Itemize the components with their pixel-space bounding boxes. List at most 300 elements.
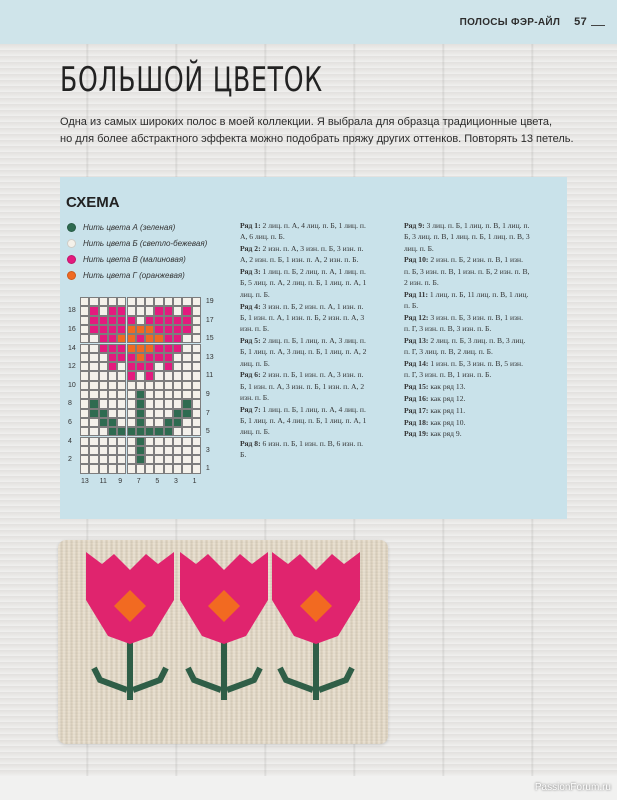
chart-cell <box>108 362 117 371</box>
chart-cell <box>164 427 173 436</box>
chart-cell <box>127 344 136 353</box>
chart-cell <box>164 437 173 446</box>
chart-cell <box>192 353 201 362</box>
chart-cell <box>192 344 201 353</box>
legend-item-a <box>67 219 207 235</box>
instructions-right <box>404 220 530 440</box>
chart-cell <box>173 371 182 380</box>
row-number: 7 <box>205 409 210 417</box>
chart-cell <box>145 353 154 362</box>
row-label: Ряд 17: <box>404 405 431 415</box>
chart-cell <box>117 437 126 446</box>
chart-cell <box>136 455 145 464</box>
chart-cell <box>173 381 182 390</box>
knitted-swatch-photo <box>58 540 388 744</box>
flower-stem <box>313 640 319 700</box>
chart-cell <box>89 390 98 399</box>
chart-cell <box>173 427 182 436</box>
legend-label-a: Нить цвета А (зеленая) <box>83 222 176 232</box>
chart-cell <box>89 297 98 306</box>
header-rule <box>591 18 605 26</box>
chart-cell <box>136 390 145 399</box>
chart-cell <box>145 418 154 427</box>
row-number: 12 <box>68 363 76 371</box>
row-number: 13 <box>205 353 214 361</box>
chart-cell <box>89 409 98 418</box>
chart-cell <box>80 446 89 455</box>
chart-cell <box>173 399 182 408</box>
chart-cell <box>173 297 182 306</box>
chart-cell <box>164 325 173 334</box>
chart-cell <box>89 316 98 325</box>
chart-cell <box>192 446 201 455</box>
chart-cell <box>108 437 117 446</box>
chart-cell <box>136 353 145 362</box>
chart-cell <box>182 371 191 380</box>
chart-cell <box>164 409 173 418</box>
chart-cell <box>182 334 191 343</box>
chart-cell <box>182 362 191 371</box>
instruction-row <box>240 438 368 461</box>
section-name: ПОЛОСЫ ФЭР-АЙЛ <box>459 16 561 28</box>
chart-cell <box>154 306 163 315</box>
chart-cell <box>117 297 126 306</box>
row-label: Ряд 12: <box>404 312 431 322</box>
chart-cell <box>108 316 117 325</box>
chart-cell <box>99 344 108 353</box>
chart-cell <box>89 362 98 371</box>
chart-cell <box>108 371 117 380</box>
instruction-row <box>404 312 530 335</box>
chart-cell <box>182 316 191 325</box>
chart-cell <box>192 464 201 473</box>
chart-cell <box>99 381 108 390</box>
color-v-swatch-icon <box>67 255 76 264</box>
chart-cell <box>117 344 126 353</box>
chart-cell <box>145 437 154 446</box>
chart-cell <box>136 427 145 436</box>
chart-cell <box>136 399 145 408</box>
row-label: Ряд 2: <box>240 244 263 254</box>
chart-cell <box>136 418 145 427</box>
chart-cell <box>145 371 154 380</box>
instruction-row <box>404 254 530 288</box>
chart-cell <box>145 399 154 408</box>
flower-leaf-right <box>227 668 260 690</box>
chart-cell <box>127 437 136 446</box>
chart-cell <box>80 334 89 343</box>
chart-cell <box>182 344 191 353</box>
legend-item-v <box>67 251 207 267</box>
chart-cell <box>145 390 154 399</box>
knitted-flower <box>272 552 360 700</box>
chart-cell <box>192 437 201 446</box>
row-label: Ряд 19: <box>404 429 431 439</box>
chart-cell <box>117 316 126 325</box>
chart-cell <box>136 409 145 418</box>
chart-cell <box>182 418 191 427</box>
chart-cell <box>173 446 182 455</box>
chart-cell <box>154 427 163 436</box>
chart-cell <box>99 399 108 408</box>
chart-cell <box>80 325 89 334</box>
chart-cell <box>154 464 163 473</box>
chart-cell <box>164 399 173 408</box>
row-number: 9 <box>205 391 210 398</box>
chart-cell <box>99 455 108 464</box>
column-number: 7 <box>136 477 141 485</box>
row-label: Ряд 7: <box>240 404 263 414</box>
flower-leaf-left <box>280 668 313 690</box>
page-title: БОЛЬШОЙ ЦВЕТОК <box>60 60 323 100</box>
chart-cell <box>192 371 201 380</box>
intro-line-2: но для более абстрактного эффекта можно подобрать пряжу других оттенков. Повторять 13 петель. <box>60 133 574 145</box>
chart-cell <box>99 316 108 325</box>
legend-item-g <box>67 267 207 283</box>
row-text: 2 изн. п. Б, 2 изн. п. В, 1 изн. п. Б, 3 изн. п. В, 1 изн. п. Б, 2 изн. п. В, 2 изн. п. Б. <box>404 255 530 287</box>
chart-cell <box>192 455 201 464</box>
chart-cell <box>127 371 136 380</box>
chart-cell <box>89 427 98 436</box>
chart-cell <box>154 455 163 464</box>
chart-cell <box>173 362 182 371</box>
flower-leaf-right <box>319 668 352 690</box>
instruction-row <box>404 358 530 381</box>
chart-cell <box>154 297 163 306</box>
bottom-strip <box>0 776 617 800</box>
knitting-chart <box>64 296 214 486</box>
flower-leaf-left <box>188 668 221 690</box>
flower-leaf-right <box>133 668 166 690</box>
chart-cell <box>80 427 89 436</box>
row-number: 10 <box>68 381 76 389</box>
row-label: Ряд 5: <box>240 335 263 345</box>
instruction-row <box>404 417 530 428</box>
instruction-row <box>404 428 530 439</box>
instruction-row <box>404 381 530 392</box>
instruction-row <box>240 301 368 335</box>
row-label: Ряд 16: <box>404 393 431 403</box>
chart-cell <box>80 399 89 408</box>
row-text: как ряд 13. <box>430 382 466 392</box>
chart-cell <box>182 297 191 306</box>
chart-cell <box>99 427 108 436</box>
chart-cell <box>173 334 182 343</box>
row-text: как ряд 10. <box>430 417 466 427</box>
chart-cell <box>182 437 191 446</box>
chart-cell <box>127 427 136 436</box>
chart-cell <box>127 418 136 427</box>
legend-label-v: Нить цвета В (малиновая) <box>83 254 186 264</box>
chart-cell <box>117 306 126 315</box>
legend-item-b <box>67 235 207 251</box>
chart-cell <box>108 381 117 390</box>
column-number: 13 <box>81 477 89 485</box>
chart-cell <box>145 427 154 436</box>
chart-cell <box>80 464 89 473</box>
row-label: Ряд 13: <box>404 335 431 345</box>
chart-cell <box>127 306 136 315</box>
row-text: 2 лиц. п. Б, 1 лиц. п. А, 3 лиц. п. Б, 1 лиц. п. А, 3 лиц. п. Б, 1 лиц. п. А, 2 лиц. п. Б. <box>240 335 367 368</box>
chart-cell <box>127 334 136 343</box>
chart-cell <box>99 362 108 371</box>
chart-cell <box>145 297 154 306</box>
knitted-flower <box>180 552 268 700</box>
chart-cell <box>164 353 173 362</box>
chart-cell <box>164 297 173 306</box>
chart-cell <box>154 409 163 418</box>
chart-cell <box>173 418 182 427</box>
chart-cell <box>192 316 201 325</box>
chart-cell <box>127 399 136 408</box>
instruction-row <box>404 393 530 404</box>
chart-cell <box>108 399 117 408</box>
chart-cell <box>99 464 108 473</box>
chart-cell <box>99 306 108 315</box>
chart-cell <box>145 306 154 315</box>
chart-cell <box>154 381 163 390</box>
watermark: PassionForum.ru <box>534 782 611 793</box>
chart-cell <box>99 371 108 380</box>
row-text: 2 лиц. п. А, 4 лиц. п. Б, 1 лиц. п. А, 6 лиц. п. Б. <box>240 221 366 242</box>
chart-cell <box>117 334 126 343</box>
chart-cell <box>164 381 173 390</box>
chart-cell <box>182 390 191 399</box>
chart-cell <box>192 334 201 343</box>
chart-cell <box>182 306 191 315</box>
chart-cell <box>108 427 117 436</box>
chart-cell <box>99 418 108 427</box>
row-number: 3 <box>205 446 210 454</box>
chart-cell <box>182 464 191 473</box>
row-text: 1 лиц. п. Б, 11 лиц. п. В, 1 лиц. п. Б. <box>404 289 529 311</box>
chart-cell <box>127 325 136 334</box>
chart-cell <box>154 399 163 408</box>
chart-cell <box>108 325 117 334</box>
row-number: 14 <box>68 344 76 352</box>
chart-cell <box>164 446 173 455</box>
chart-cell <box>154 353 163 362</box>
chart-cell <box>154 371 163 380</box>
chart-cell <box>80 390 89 399</box>
chart-cell <box>182 325 191 334</box>
row-text: как ряд 12. <box>430 393 466 403</box>
chart-cell <box>145 362 154 371</box>
chart-cell <box>164 334 173 343</box>
row-label: Ряд 8: <box>240 439 263 449</box>
row-label: Ряд 11: <box>404 289 430 299</box>
chart-cell <box>182 353 191 362</box>
instruction-row <box>404 405 530 416</box>
chart-cell <box>80 418 89 427</box>
row-number: 2 <box>68 456 72 464</box>
chart-cell <box>164 371 173 380</box>
chart-cell <box>80 437 89 446</box>
chart-cell <box>173 344 182 353</box>
chart-cell <box>192 306 201 315</box>
row-text: 1 лиц. п. Б, 1 лиц. п. А, 4 лиц. п. Б, 1 лиц. п. А, 4 лиц. п. Б, 1 лиц. п. А, 1 лиц. п. Б. <box>240 404 367 437</box>
intro-paragraph <box>60 114 590 148</box>
row-number: 18 <box>68 307 76 315</box>
row-number: 17 <box>205 316 214 324</box>
legend-label-g: Нить цвета Г (оранжевая) <box>83 270 185 280</box>
chart-cell <box>80 455 89 464</box>
row-text: 2 изн. п. Б, 1 изн. п. А, 3 изн. п. Б, 1 изн. п. А, 3 изн. п. Б, 1 изн. п. А, 2 изн. п. Б. <box>240 370 365 402</box>
chart-cell <box>182 399 191 408</box>
chart-cell <box>164 306 173 315</box>
chart-cell <box>145 316 154 325</box>
row-number: 8 <box>68 400 72 408</box>
chart-cell <box>173 325 182 334</box>
chart-cell <box>154 390 163 399</box>
chart-cell <box>136 362 145 371</box>
chart-cell <box>136 437 145 446</box>
instruction-row <box>240 243 368 266</box>
chart-cell <box>154 344 163 353</box>
chart-cell <box>80 297 89 306</box>
row-label: Ряд 3: <box>240 267 263 277</box>
chart-cell <box>182 381 191 390</box>
color-g-swatch-icon <box>67 271 76 280</box>
instruction-row <box>404 220 530 254</box>
row-number: 16 <box>68 325 76 333</box>
chart-cell <box>164 418 173 427</box>
chart-cell <box>80 371 89 380</box>
chart-cell <box>145 464 154 473</box>
chart-cell <box>145 455 154 464</box>
chart-cell <box>117 399 126 408</box>
chart-cell <box>136 446 145 455</box>
chart-cell <box>108 334 117 343</box>
row-text: как ряд 9. <box>430 429 462 439</box>
chart-cell <box>89 464 98 473</box>
chart-cell <box>154 325 163 334</box>
chart-cell <box>192 427 201 436</box>
chart-cell <box>99 325 108 334</box>
chart-cell <box>99 353 108 362</box>
chart-cell <box>127 381 136 390</box>
chart-cell <box>182 446 191 455</box>
intro-line-1: Одна из самых широких полос в моей коллекции. Я выбрала для образца традиционные цвета, <box>60 116 553 128</box>
chart-cell <box>89 371 98 380</box>
row-label: Ряд 1: <box>240 221 263 230</box>
chart-cell <box>145 344 154 353</box>
chart-cell <box>136 334 145 343</box>
chart-cell <box>145 325 154 334</box>
chart-cell <box>136 306 145 315</box>
chart-cell <box>154 418 163 427</box>
row-text: 2 изн. п. А, 3 изн. п. Б, 3 изн. п. А, 2 изн. п. Б, 1 изн. п. А, 2 изн. п. Б. <box>240 244 364 265</box>
flower-stem <box>127 640 133 700</box>
chart-cell <box>127 409 136 418</box>
chart-cell <box>192 381 201 390</box>
chart-cell <box>173 306 182 315</box>
chart-title: СХЕМА <box>66 194 120 211</box>
chart-cell <box>145 334 154 343</box>
chart-cell <box>108 344 117 353</box>
chart-cell <box>136 344 145 353</box>
row-text: 1 изн. п. Б, 3 изн. п. В, 5 изн. п. Г, 3 изн. п. В, 1 изн. п. Б. <box>404 359 524 380</box>
chart-cell <box>192 399 201 408</box>
chart-cell <box>127 297 136 306</box>
chart-cell <box>173 455 182 464</box>
row-number: 11 <box>205 372 214 380</box>
chart-cell <box>136 381 145 390</box>
chart-cell <box>154 334 163 343</box>
chart-cell <box>117 325 126 334</box>
chart-cell <box>127 362 136 371</box>
chart-cell <box>108 353 117 362</box>
chart-cell <box>117 381 126 390</box>
row-label: Ряд 9: <box>404 221 427 230</box>
chart-cell <box>108 409 117 418</box>
instruction-row <box>240 220 368 243</box>
chart-cell <box>99 390 108 399</box>
chart-cell <box>154 437 163 446</box>
chart-cell <box>117 362 126 371</box>
chart-cell <box>136 325 145 334</box>
row-label: Ряд 4: <box>240 301 263 311</box>
chart-cell <box>117 353 126 362</box>
chart-cell <box>80 381 89 390</box>
instruction-row <box>404 335 530 358</box>
column-number: 1 <box>192 477 197 485</box>
instruction-row <box>240 266 368 300</box>
chart-cell <box>89 418 98 427</box>
flower-leaf-left <box>94 668 127 690</box>
chart-cell <box>117 409 126 418</box>
chart-cell <box>89 437 98 446</box>
chart-cell <box>154 362 163 371</box>
row-number: 19 <box>205 298 214 305</box>
row-text: 3 изн. п. Б, 3 изн. п. В, 1 изн. п. Г, 3 изн. п. В, 3 изн. п. Б. <box>404 312 524 334</box>
column-number: 3 <box>174 477 178 485</box>
row-number: 15 <box>205 335 214 343</box>
chart-cell <box>108 297 117 306</box>
chart-cell <box>192 362 201 371</box>
chart-cell <box>145 409 154 418</box>
chart-cell <box>192 297 201 306</box>
chart-cell <box>117 390 126 399</box>
chart-cell <box>164 455 173 464</box>
chart-cell <box>80 316 89 325</box>
chart-cell <box>108 390 117 399</box>
chart-cell <box>108 446 117 455</box>
chart-cell <box>89 381 98 390</box>
chart-cell <box>80 353 89 362</box>
chart-cell <box>136 316 145 325</box>
chart-cell <box>173 390 182 399</box>
chart-cell <box>154 316 163 325</box>
chart-cell <box>89 325 98 334</box>
row-text: 6 изн. п. Б, 1 изн. п. В, 6 изн. п. Б. <box>240 439 364 460</box>
row-number: 5 <box>205 428 210 436</box>
instruction-row <box>404 289 530 312</box>
chart-cell <box>164 464 173 473</box>
chart-cell <box>117 418 126 427</box>
chart-cell <box>173 316 182 325</box>
chart-cell <box>192 390 201 399</box>
chart-cell <box>89 344 98 353</box>
chart-cell <box>173 353 182 362</box>
swatch-illustration <box>58 540 388 744</box>
chart-cell <box>80 362 89 371</box>
chart-cell <box>182 455 191 464</box>
chart-cell <box>89 455 98 464</box>
instruction-row <box>240 404 368 438</box>
legend-label-b: Нить цвета Б (светло-бежевая) <box>83 238 208 248</box>
chart-cell <box>80 344 89 353</box>
